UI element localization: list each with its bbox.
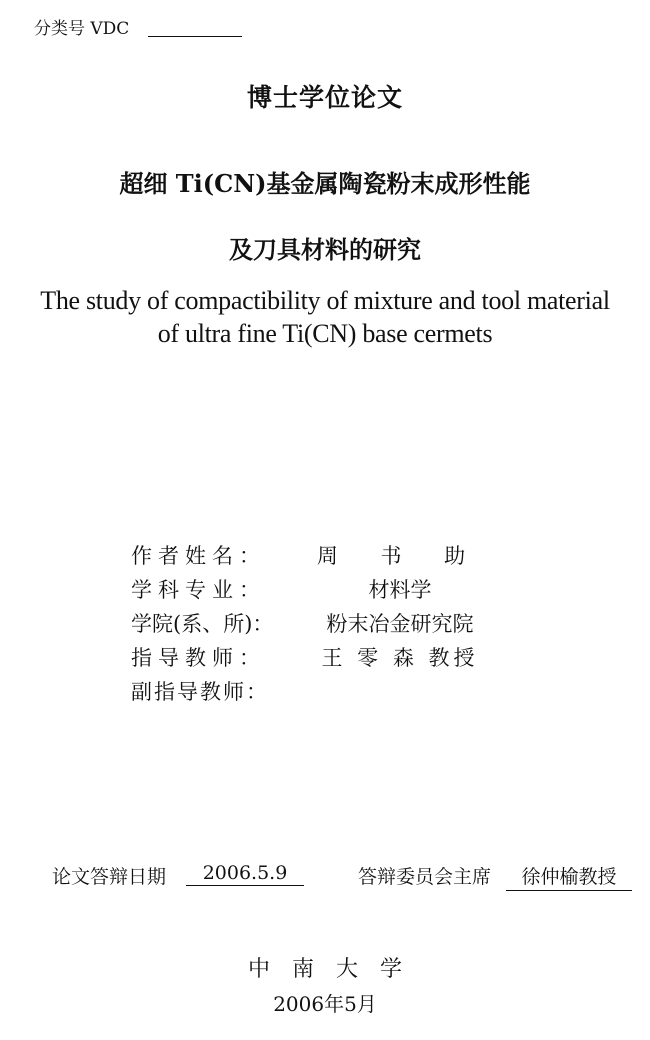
classification-label: 分类号 VDC xyxy=(34,19,130,39)
co-advisor-label: 副指导教师： xyxy=(131,680,269,704)
defense-line xyxy=(0,862,650,892)
committee-chair-label: 答辩委员会主席 xyxy=(358,866,492,888)
committee-chair-name: 徐仲榆教授 xyxy=(506,862,632,891)
title-cn-line-2: 及刀具材料的研究 xyxy=(229,235,421,264)
advisor-label: 指导教师： xyxy=(131,646,266,670)
major-label: 学科专业： xyxy=(131,578,266,602)
school-label: 学院(系、所)： xyxy=(131,612,274,636)
author-label: 作者姓名： xyxy=(131,544,266,568)
title-en-line-1: The study of compactibility of mixture and tool material xyxy=(40,286,610,315)
classification-blank-line xyxy=(148,36,242,37)
publication-date: 2006年5月 xyxy=(273,992,377,1016)
title-en-line-2: of ultra fine Ti(CN) base cermets xyxy=(157,319,493,348)
university-name: 中南大学 xyxy=(247,957,424,982)
title-cn-line-1: 超细 Ti(CN)基金属陶瓷粉末成形性能 xyxy=(119,169,531,198)
school-value: 粉末冶金研究院 xyxy=(326,612,474,636)
author-value: 周 书 助 xyxy=(316,544,484,568)
advisor-value: 王 零 森 教授 xyxy=(321,646,479,670)
defense-date-label: 论文答辩日期 xyxy=(52,866,167,888)
major-value: 材料学 xyxy=(368,578,432,602)
document-type: 博士学位论文 xyxy=(246,83,403,112)
defense-date: 2006.5.9 xyxy=(186,862,304,886)
